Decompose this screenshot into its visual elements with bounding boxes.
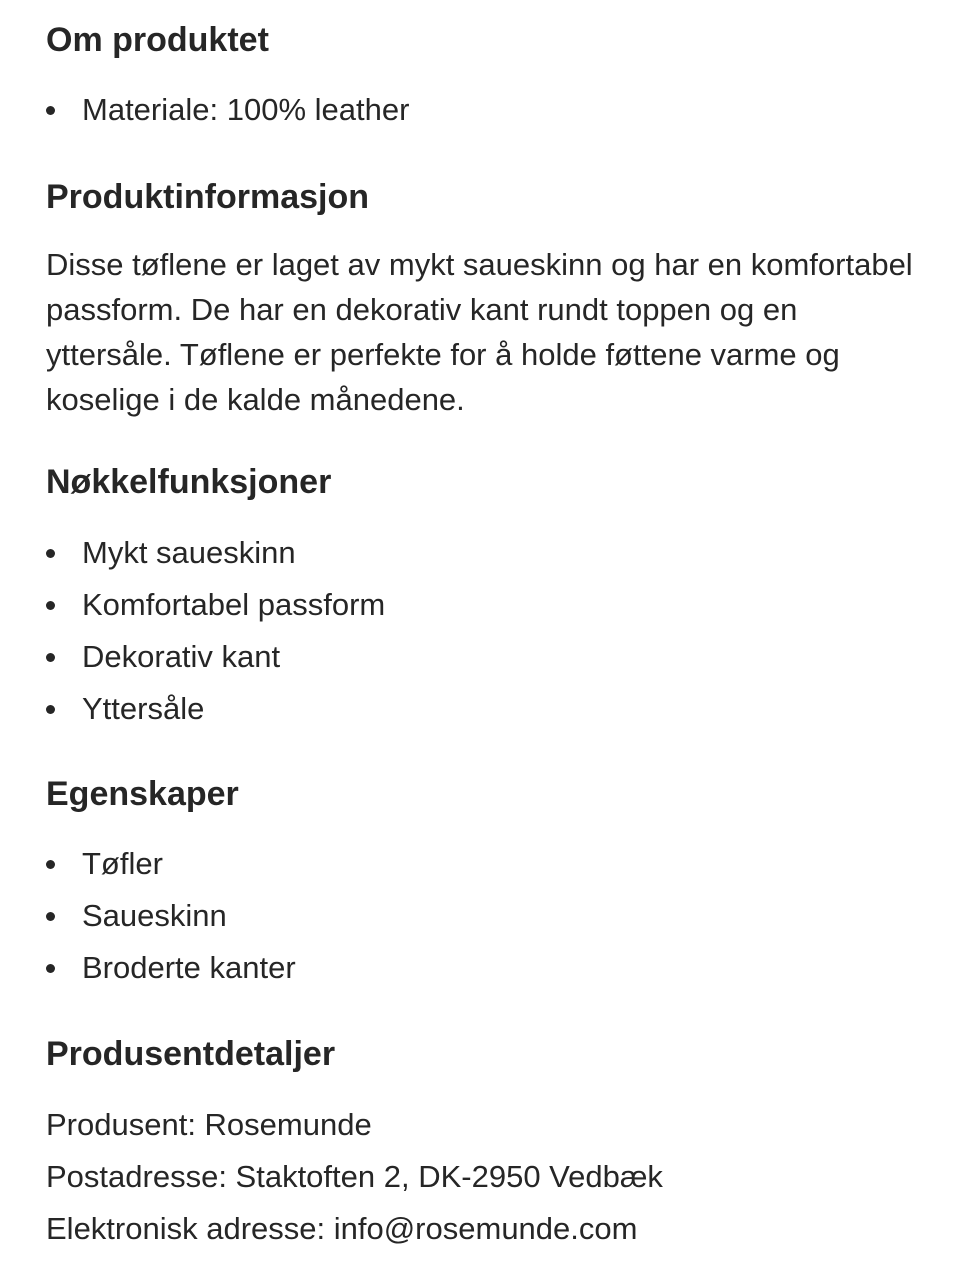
about-list <box>46 84 409 136</box>
list-item: Komfortabel passform <box>46 579 385 631</box>
list-item: Saueskinn <box>46 890 296 942</box>
list-item: Mykt saueskinn <box>46 527 385 579</box>
properties-list <box>46 838 296 994</box>
list-item: Dekorativ kant <box>46 631 385 683</box>
about-heading: Om produktet <box>46 21 269 59</box>
manufacturer-details <box>46 1099 663 1255</box>
manufacturer-heading: Produsentdetaljer <box>46 1035 336 1073</box>
list-item: Materiale: 100% leather <box>46 84 409 136</box>
product-description: Disse tøflene er laget av mykt saueskinn og har en komfortabel passform. De har en dekorativ kant rundt toppen og en yttersåle. Tøflene er perfekte for å holde føttene varme og koselige i de kalde månedene. <box>46 247 913 417</box>
properties-heading: Egenskaper <box>46 775 239 813</box>
key-features-list <box>46 527 385 735</box>
list-item: Broderte kanter <box>46 942 296 994</box>
list-item: Yttersåle <box>46 683 385 735</box>
list-item: Tøfler <box>46 838 296 890</box>
manufacturer-name: Produsent: Rosemunde <box>46 1107 372 1142</box>
email-address: Elektronisk adresse: info@rosemunde.com <box>46 1211 638 1246</box>
postal-address: Postadresse: Staktoften 2, DK-2950 Vedbæk <box>46 1159 663 1194</box>
key-features-heading: Nøkkelfunksjoner <box>46 463 332 501</box>
product-info-heading: Produktinformasjon <box>46 178 370 216</box>
